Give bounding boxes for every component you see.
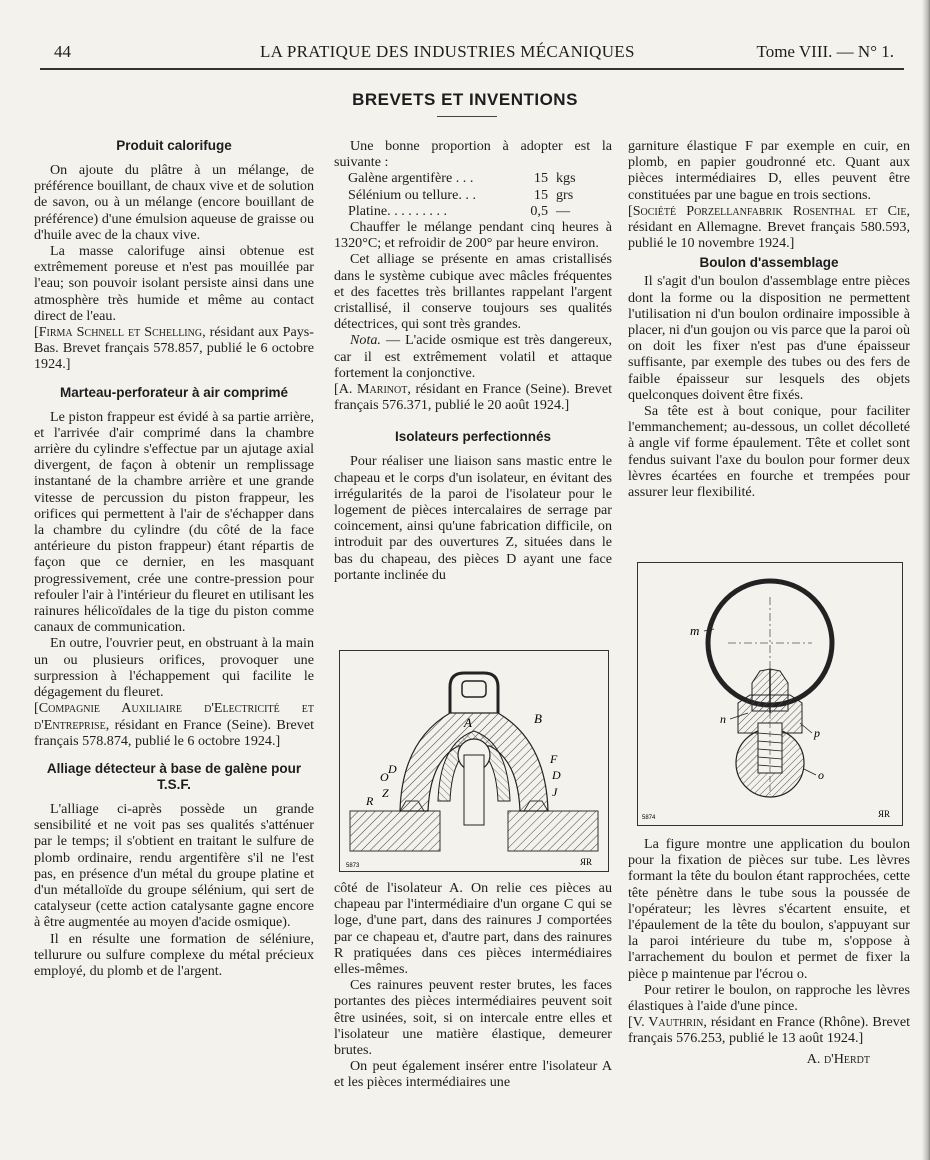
bolt-drawing bbox=[638, 563, 902, 825]
paragraph: Le piston frappeur est évidé à sa partie arrière, et l'arrivée d'air comprimé dans la chambre arrière du cylindre s'effectue par un ajutage axial divergent, de façon à obtenir un remplissage instantané de la chambre arrière et une grande vitesse de percussion du piston frappeur, les orifices qui permettent à l'air de s'échapper dans la chambre du cylindre (du côté de la face antérieure du piston frappeur) étant répartis de façon que ce dernier, en les masquant progressivement, crée une contre-pression pour refouler l'air à l'intérieur du fleuret en utilisant les rainures hélicoïdales de la tige du piston comme canaux de communication. bbox=[34, 408, 314, 636]
patent-reference: [A. Marinot, résidant en France (Seine). Brevet français 576.371, publié le 20 août 1924.] bbox=[334, 381, 612, 414]
patent-reference: [V. Vauthrin, résidant en France (Rhône). Brevet français 576.253, publié le 13 août 1924.] bbox=[628, 1014, 910, 1047]
nota-paragraph bbox=[334, 332, 612, 381]
alloy-recipe-table bbox=[334, 170, 612, 219]
patentee-name: A. Marinot bbox=[338, 381, 408, 398]
paragraph: Cet alliage se présente en amas cristallisés dans le système cubique avec mâcles fréquentes et des facettes très brillantes rappelant l'argent cristallisé, il conserve toujours ses qualités détectrices, qui sont très grandes. bbox=[334, 251, 612, 333]
page-header bbox=[40, 40, 904, 70]
fig-label-d-left: D bbox=[388, 762, 397, 776]
paragraph: Pour retirer le boulon, on rapproche les lèvres élastiques à l'aide d'une pince. bbox=[628, 981, 910, 1015]
recipe-row: Galène argentifère . . . 15 kgs bbox=[348, 170, 576, 187]
nota-label: Nota. bbox=[350, 332, 381, 349]
page-number: 44 bbox=[54, 42, 71, 61]
paragraph: Une bonne proportion à adopter est la suivante : bbox=[334, 138, 612, 171]
article-title: Marteau-perforateur à air comprimé bbox=[59, 384, 289, 400]
column-2-lower bbox=[334, 880, 612, 1091]
recipe-row: Platine. . . . . . . . . 0,5 — bbox=[348, 202, 571, 219]
paragraph: La masse calorifuge ainsi obtenue est extrêmement poreuse et n'est pas mouillée par l'eau; son pouvoir isolant persiste ainsi dans une atmosphère très humide et même au contact direct de l'eau. bbox=[34, 243, 314, 324]
engraver-mark: ЯR bbox=[580, 857, 593, 867]
fig-label-j: J bbox=[552, 785, 558, 799]
paragraph: garniture élastique F par exemple en cuir, en plomb, en papier goudronné etc. Quant aux pièces intermédiaires D, elles peuvent être constituées par une bague en trois sections. bbox=[628, 138, 910, 203]
patent-reference: [Firma Schnell et Schelling, résidant aux Pays-Bas. Brevet français 578.857, publié le 6 octobre 1924.] bbox=[34, 324, 314, 373]
paragraph: On peut également insérer entre l'isolateur A et les pièces intermédiaires une bbox=[334, 1058, 612, 1091]
paragraph: Il en résulte une formation de séléniure, tellurure ou sulfure complexe du métal précieux employé, du plomb et de l'argent. bbox=[34, 930, 314, 979]
paragraph: Ces rainures peuvent rester brutes, les faces portantes des pièces intermédiaires peuvent soit être usinées, soit, si on intercale entre elles et l'isolateur une matière élastique, demeurer brutes. bbox=[334, 977, 612, 1059]
paragraph: L'alliage ci-après possède un grande sensibilité et ne voit pas ses qualités s'atténuer par le temps; il s'obtient en traitant le sulfure de plomb ordinaire, rendu argentifère s'il ne l'est pas, en présence d'un métal du groupe platine et d'un métalloïde du groupe sélénium, qui sert de catalyseur (cette action catalysante gagne encore à être augmentée au moyen d'acide osmique). bbox=[34, 800, 314, 931]
paragraph: La figure montre une application du boulon pour la fixation de pièces sur tube. Les lèvres formant la tête du boulon étant rapprochées, cette tête pénètre dans le tube sous la poussée de l'opérateur; les lèvres s'écartent ensuite, et l'épaulement de la tête du boulon, s'appuyant sur la paroi intérieure du tube m, s'oppose à l'arrachement du boulon et permet de fixer la pièce p maintenue par l'écrou o. bbox=[628, 836, 910, 982]
patentee-name: V. Vauthrin bbox=[632, 1014, 704, 1031]
patent-reference: [Société Porzellanfabrik Rosenthal et Cie, résidant en Allemagne. Brevet français 580.593, publié le 10 novembre 1924.] bbox=[628, 202, 910, 252]
fig-label-n: n bbox=[720, 712, 726, 726]
engraver-mark: ЯR bbox=[878, 809, 891, 819]
fig-label-f: F bbox=[550, 752, 558, 766]
column-2 bbox=[334, 138, 612, 583]
paragraph: En outre, l'ouvrier peut, en obstruant à la main un ou plusieurs orifices, provoquer une surpression à l'échappement qui facilite le dégagement du fleuret. bbox=[34, 635, 314, 701]
insulator-drawing bbox=[340, 651, 608, 871]
paragraph: Chauffer le mélange pendant cinq heures à 1320°C; et refroidir de 200° par heure environ. bbox=[334, 219, 612, 252]
insulator-figure bbox=[339, 650, 609, 872]
section-title: BREVETS ET INVENTIONS bbox=[352, 90, 578, 109]
patent-details: , résidant en Allemagne. Brevet français 580.593, publié le 10 novembre 1924. bbox=[628, 202, 910, 252]
nota-text: — L'acide osmique est très dangereux, car il est extrêmement volatil et attaque fortement la conjonctive. bbox=[334, 332, 612, 381]
page-edge-shadow bbox=[922, 0, 930, 1160]
patentee-name: Firma Schnell et Schelling bbox=[38, 324, 203, 341]
recipe-row: Sélénium ou tellure. . . 15 grs bbox=[348, 186, 574, 203]
fig-label-a: A bbox=[464, 715, 472, 730]
patent-reference: [Compagnie Auxiliaire d'Electricité et d'Entreprise, résidant en France (Seine). Brevet français 578.874, publié le 6 octobre 1924.] bbox=[34, 700, 314, 749]
article-title: Alliage détecteur à base de galène pour T.S.F. bbox=[46, 760, 302, 792]
patent-details: , résidant aux Pays-Bas. Brevet français 578.857, publié le 6 octobre 1924. bbox=[34, 324, 314, 373]
patentee-name: Société Porzellanfabrik Rosenthal et Cie bbox=[632, 202, 907, 219]
article-title: Produit calorifuge bbox=[116, 138, 232, 153]
patent-details: , résidant en France (Seine). Brevet français 576.371, publié le 20 août 1924. bbox=[334, 381, 612, 414]
column-3-lower bbox=[628, 836, 910, 1067]
fig-label-z: Z bbox=[382, 786, 389, 800]
fig-label-m: m bbox=[690, 623, 700, 638]
patent-details: , résidant en France (Seine). Brevet français 578.874, publié le 6 octobre 1924. bbox=[34, 716, 314, 749]
tome-number: Tome VIII. — N° 1. bbox=[756, 42, 894, 61]
header-rule bbox=[40, 68, 904, 70]
paragraph: Sa tête est à bout conique, pour faciliter l'emmanchement; au-dessous, un collet décolleté à angle vif forme épaulement. Tête et collet sont fendus suivant l'axe du boulon pour former deux lèvres écartées en fourche et trempées pour assurer leur flexibilité. bbox=[628, 403, 910, 501]
fig-number: 5873 bbox=[346, 863, 360, 869]
patentee-name: Compagnie Auxiliaire d'Electricité et d'Entreprise bbox=[34, 700, 314, 733]
paragraph: Pour réaliser une liaison sans mastic entre le chapeau et le corps d'un isolateur, en évitant des irrégularités de la paroi de l'isolateur pour le logement de pièces intercalaires de serrage par coincement, ainsi qu'une fabrication difficile, on introduit par des ouvertures Z, situées dans le bas du chapeau, des pièces D ayant une face portante inclinée du bbox=[334, 453, 612, 583]
paragraph: côté de l'isolateur A. On relie ces pièces au chapeau par l'intermédiaire d'un organe C qui se loge, d'une part, dans des rainures J comportées par ce chapeau et, d'autre part, dans des rainures R pratiquées dans ces pièces intermédiaires elles-mêmes. bbox=[334, 880, 612, 978]
patent-details: , résidant en France (Rhône). Brevet français 576.253, publié le 13 août 1924. bbox=[628, 1014, 910, 1047]
paragraph: On ajoute du plâtre à un mélange, de préférence bouillant, de chaux vive et de solution de savon, ou à un mélange (encore bouillant de préférence) d'une émulsion aqueuse de graisse ou d'huile avec de la chaux vive. bbox=[34, 162, 314, 243]
fig-label-o: O bbox=[380, 770, 389, 784]
article-title: Boulon d'assemblage bbox=[699, 255, 839, 271]
fig-label-d: D bbox=[552, 768, 561, 782]
column-1 bbox=[34, 138, 314, 979]
fig-label-o: o bbox=[818, 768, 824, 782]
title-rule bbox=[437, 116, 497, 117]
fig-label-r: R bbox=[366, 794, 374, 808]
paragraph: Il s'agit d'un boulon d'assemblage entre pièces dont la forme ou la disposition ne permettent l'utilisation ni d'un boulon ordinaire impossible à placer, ni d'un goujon ou vis parce que la paroi où on doit les fixer n'est pas d'une épaisseur suffisante, par exemple des tubes ou des fers de faible épaisseur sur lesquels des objets quelconques doivent être fixés. bbox=[628, 273, 910, 403]
fig-number: 5874 bbox=[642, 815, 656, 821]
bolt-figure bbox=[637, 562, 903, 826]
column-3 bbox=[628, 138, 910, 500]
fig-label-p: p bbox=[814, 726, 820, 740]
journal-title: LA PRATIQUE DES INDUSTRIES MÉCANIQUES bbox=[260, 42, 635, 61]
author-signature: A. d'Herdt bbox=[806, 1050, 870, 1067]
fig-label-b: B bbox=[534, 711, 542, 726]
article-title: Isolateurs perfectionnés bbox=[394, 429, 552, 445]
